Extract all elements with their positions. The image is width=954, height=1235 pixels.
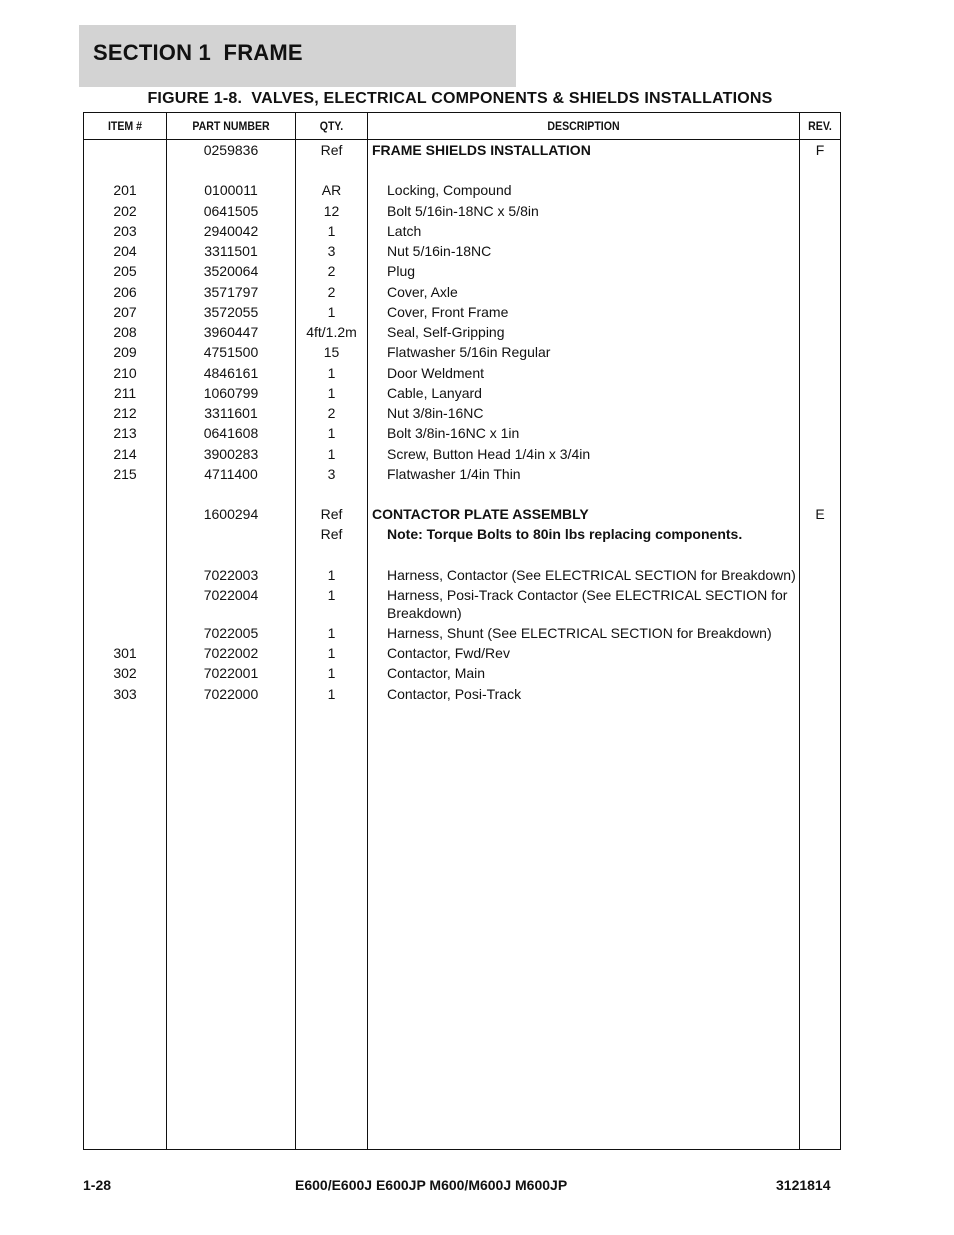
description-cell: Note: Torque Bolts to 80in lbs replacing components. — [387, 526, 743, 543]
row-spacer — [84, 484, 840, 504]
description-cell: Nut 3/8in-16NC — [387, 405, 484, 421]
part-number-cell: 7022005 — [203, 624, 259, 641]
part-number-cell: 3571797 — [203, 283, 259, 300]
item-number-cell: 301 — [113, 645, 137, 661]
quantity-cell: 1 — [327, 384, 336, 401]
part-number-cell: 0100011 — [204, 182, 258, 199]
quantity-cell: 15 — [323, 344, 340, 361]
item-number-cell: 215 — [113, 465, 137, 482]
description-cell: Harness, Posi-Track Contactor (See ELECTRICAL SECTION for Breakdown) — [387, 586, 788, 621]
table-row — [84, 140, 840, 160]
item-number-cell: 211 — [113, 384, 137, 401]
description-cell: Bolt 5/16in-18NC x 5/8in — [387, 202, 539, 219]
table-row — [84, 241, 840, 261]
item-number-cell: 202 — [113, 202, 137, 219]
table-row — [84, 423, 840, 443]
part-number-cell: 7022002 — [203, 645, 259, 661]
part-number-cell: 7022004 — [203, 586, 259, 603]
quantity-cell: 12 — [323, 202, 340, 219]
description-cell: CONTACTOR PLATE ASSEMBLY — [372, 506, 589, 522]
table-row — [84, 322, 840, 342]
description-cell: Cover, Axle — [387, 283, 458, 300]
document-number: 3121814 — [776, 1177, 831, 1193]
description-cell: Latch — [387, 222, 422, 239]
item-number-cell: 213 — [113, 425, 137, 442]
table-row — [84, 663, 840, 683]
revision-cell: E — [815, 506, 825, 522]
item-number-cell: 201 — [113, 182, 137, 199]
description-cell: FRAME SHIELDS INSTALLATION — [372, 142, 591, 158]
model-list: E600/E600J E600JP M600/M600J M600JP — [295, 1177, 568, 1193]
item-number-cell: 208 — [113, 324, 137, 340]
description-cell: Contactor, Fwd/Rev — [387, 645, 510, 661]
quantity-cell: Ref — [320, 526, 343, 543]
column-header-qty: QTY. — [319, 119, 344, 133]
table-row — [84, 444, 840, 464]
quantity-cell: Ref — [320, 142, 343, 158]
item-number-cell: 210 — [113, 364, 137, 381]
part-number-cell: 3572055 — [203, 303, 259, 320]
table-row — [84, 302, 840, 322]
description-cell: Flatwasher 5/16in Regular — [387, 344, 551, 361]
item-number-cell: 206 — [113, 283, 137, 300]
quantity-cell: 3 — [327, 243, 336, 259]
quantity-cell: 1 — [327, 425, 336, 442]
quantity-cell: 1 — [327, 222, 336, 239]
part-number-cell: 0259836 — [203, 142, 259, 158]
part-number-cell: 4846161 — [203, 364, 259, 381]
table-row — [84, 623, 840, 643]
item-number-cell: 303 — [113, 685, 137, 702]
part-number-cell: 3960447 — [203, 324, 259, 340]
item-number-cell: 205 — [113, 263, 137, 280]
quantity-cell: 1 — [327, 445, 336, 462]
table-row — [84, 684, 840, 704]
table-row — [84, 342, 840, 362]
table-row — [84, 524, 840, 544]
quantity-cell: 3 — [327, 465, 336, 482]
part-number-cell: 3311601 — [204, 405, 258, 421]
part-number-cell: 3900283 — [203, 445, 259, 462]
part-number-cell: 0641608 — [203, 425, 259, 442]
quantity-cell: 1 — [327, 645, 336, 661]
page-number: 1-28 — [83, 1177, 112, 1193]
quantity-cell: 2 — [327, 405, 336, 421]
quantity-cell: 1 — [327, 685, 336, 702]
description-cell: Harness, Shunt (See ELECTRICAL SECTION for Breakdown) — [387, 624, 772, 641]
quantity-cell: 2 — [327, 263, 336, 280]
row-spacer — [84, 160, 840, 180]
table-row — [84, 585, 840, 623]
column-header-rev: REV. — [808, 119, 832, 133]
description-cell: Seal, Self-Gripping — [387, 324, 505, 340]
description-cell: Flatwasher 1/4in Thin — [387, 465, 521, 482]
row-spacer — [84, 545, 840, 565]
quantity-cell: 4ft/1.2m — [306, 324, 357, 340]
item-number-cell: 212 — [113, 405, 137, 421]
table-row — [84, 261, 840, 281]
description-cell: Bolt 3/8in-16NC x 1in — [387, 425, 520, 442]
column-header-item: ITEM # — [107, 119, 143, 133]
item-number-cell: 302 — [113, 665, 137, 682]
quantity-cell: 2 — [327, 283, 336, 300]
description-cell: Screw, Button Head 1/4in x 3/4in — [387, 445, 591, 462]
table-row — [84, 403, 840, 423]
part-number-cell: 1060799 — [203, 384, 259, 401]
description-cell: Contactor, Main — [387, 665, 486, 682]
section-title: SECTION 1 FRAME — [93, 40, 303, 65]
table-body — [84, 140, 840, 704]
column-header-part-number: PART NUMBER — [192, 119, 270, 133]
table-row — [84, 180, 840, 200]
quantity-cell: 1 — [327, 364, 336, 381]
revision-cell: F — [815, 142, 825, 158]
description-cell: Cable, Lanyard — [387, 384, 482, 401]
quantity-cell: AR — [321, 182, 342, 199]
table-row — [84, 363, 840, 383]
part-number-cell: 3311501 — [204, 243, 258, 259]
part-number-cell: 2940042 — [203, 222, 259, 239]
item-number-cell: 209 — [113, 344, 137, 361]
part-number-cell: 7022003 — [203, 566, 259, 583]
part-number-cell: 7022000 — [203, 685, 259, 702]
table-row — [84, 201, 840, 221]
column-header-description: DESCRIPTION — [547, 119, 620, 133]
part-number-cell: 0641505 — [203, 202, 259, 219]
table-row — [84, 383, 840, 403]
table-row — [84, 504, 840, 524]
item-number-cell: 203 — [113, 222, 137, 239]
part-number-cell: 4711400 — [204, 465, 258, 482]
description-cell: Locking, Compound — [387, 182, 512, 199]
part-number-cell: 1600294 — [203, 506, 259, 522]
part-number-cell: 7022001 — [203, 665, 259, 682]
table-row — [84, 221, 840, 241]
description-cell: Cover, Front Frame — [387, 303, 509, 320]
description-cell: Plug — [387, 263, 416, 280]
table-row — [84, 282, 840, 302]
part-number-cell: 4751500 — [203, 344, 259, 361]
description-cell: Nut 5/16in-18NC — [387, 243, 492, 259]
table-row — [84, 565, 840, 585]
part-number-cell: 3520064 — [203, 263, 259, 280]
description-cell: Harness, Contactor (See ELECTRICAL SECTION for Breakdown) — [387, 566, 796, 583]
item-number-cell: 204 — [113, 243, 137, 259]
quantity-cell: 1 — [327, 586, 336, 603]
quantity-cell: 1 — [327, 624, 336, 641]
parts-table — [83, 112, 841, 1150]
description-cell: Door Weldment — [387, 364, 485, 381]
quantity-cell: Ref — [320, 506, 343, 522]
table-row — [84, 464, 840, 484]
figure-title: FIGURE 1-8. VALVES, ELECTRICAL COMPONENTS & SHIELDS INSTALLATIONS — [147, 90, 773, 107]
table-row — [84, 643, 840, 663]
quantity-cell: 1 — [327, 566, 336, 583]
description-cell: Contactor, Posi-Track — [387, 685, 522, 702]
item-number-cell: 207 — [113, 303, 137, 320]
item-number-cell: 214 — [113, 445, 137, 462]
quantity-cell: 1 — [327, 303, 336, 320]
quantity-cell: 1 — [327, 665, 336, 682]
